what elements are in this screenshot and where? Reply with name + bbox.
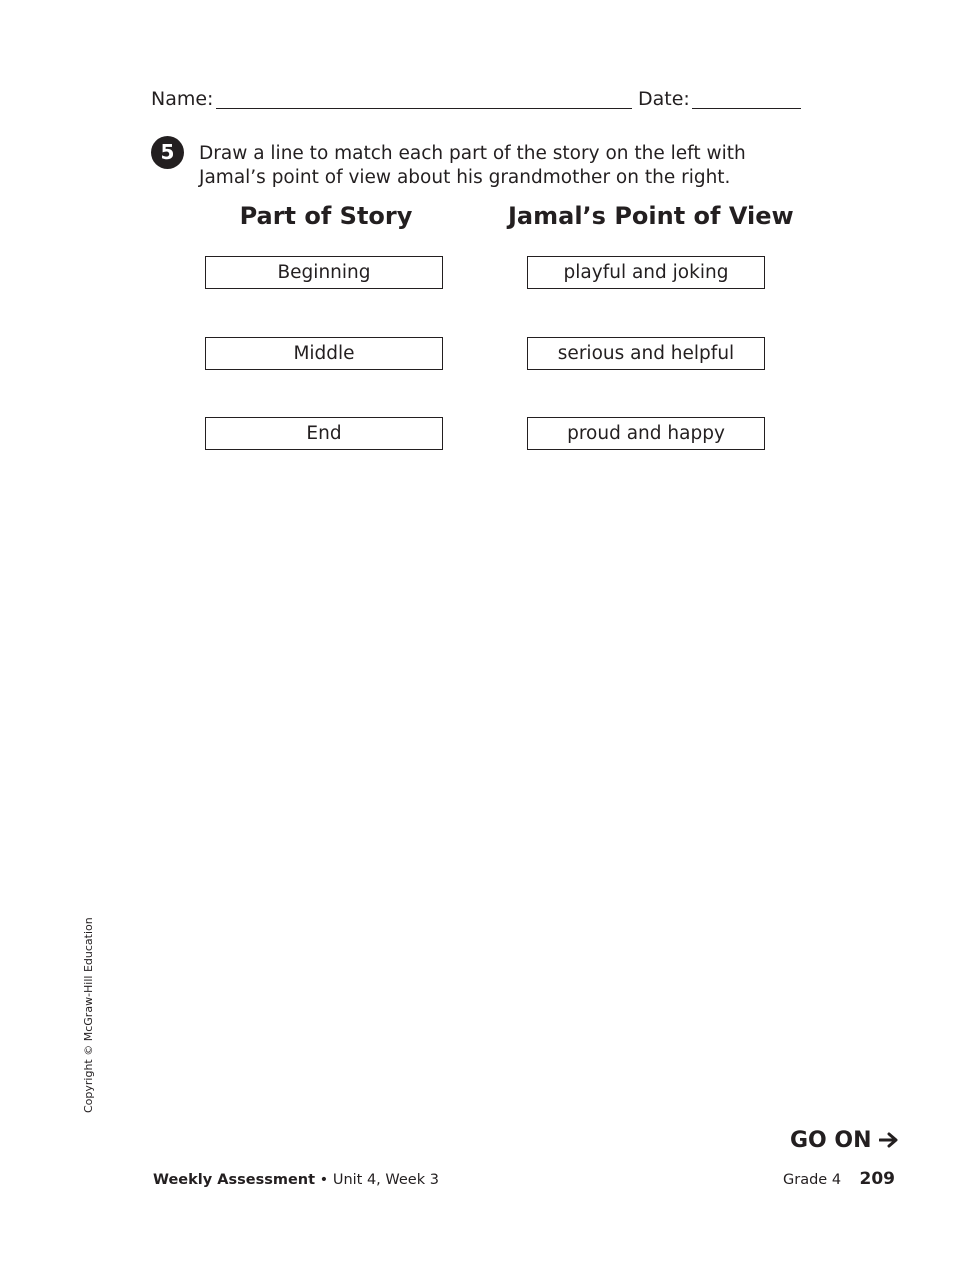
story-part-box-end[interactable]: End [205, 417, 443, 450]
story-part-box-middle[interactable]: Middle [205, 337, 443, 370]
assessment-title: Weekly Assessment [153, 1172, 316, 1188]
footer-assessment-info [153, 1172, 439, 1188]
name-date-row [151, 88, 801, 114]
point-of-view-box-playful[interactable]: playful and joking [527, 256, 765, 289]
point-of-view-box-proud[interactable]: proud and happy [527, 417, 765, 450]
go-on-label: GO ON [790, 1128, 872, 1153]
page-number: 209 [859, 1169, 895, 1189]
question-number-badge: 5 [151, 136, 184, 169]
point-of-view-box-serious[interactable]: serious and helpful [527, 337, 765, 370]
grade-label: Grade 4 [783, 1172, 842, 1188]
right-arrow-icon [879, 1132, 899, 1148]
name-field[interactable] [216, 108, 632, 109]
footer-page-info [783, 1171, 895, 1193]
name-label: Name: [151, 88, 214, 110]
footer-separator: • [319, 1172, 329, 1188]
date-label: Date: [638, 88, 690, 110]
left-column-heading: Part of Story [239, 202, 413, 230]
unit-week-label: Unit 4, Week 3 [332, 1172, 439, 1188]
question-instruction: Draw a line to match each part of the story on the left with Jamal’s point of view about his grandmother on the right. [199, 143, 746, 188]
right-column-heading: Jamal’s Point of View [508, 202, 794, 230]
copyright-notice: Copyright © McGraw-Hill Education [82, 917, 95, 1113]
story-part-box-beginning[interactable]: Beginning [205, 256, 443, 289]
date-field[interactable] [692, 108, 801, 109]
go-on-indicator [790, 1128, 899, 1153]
